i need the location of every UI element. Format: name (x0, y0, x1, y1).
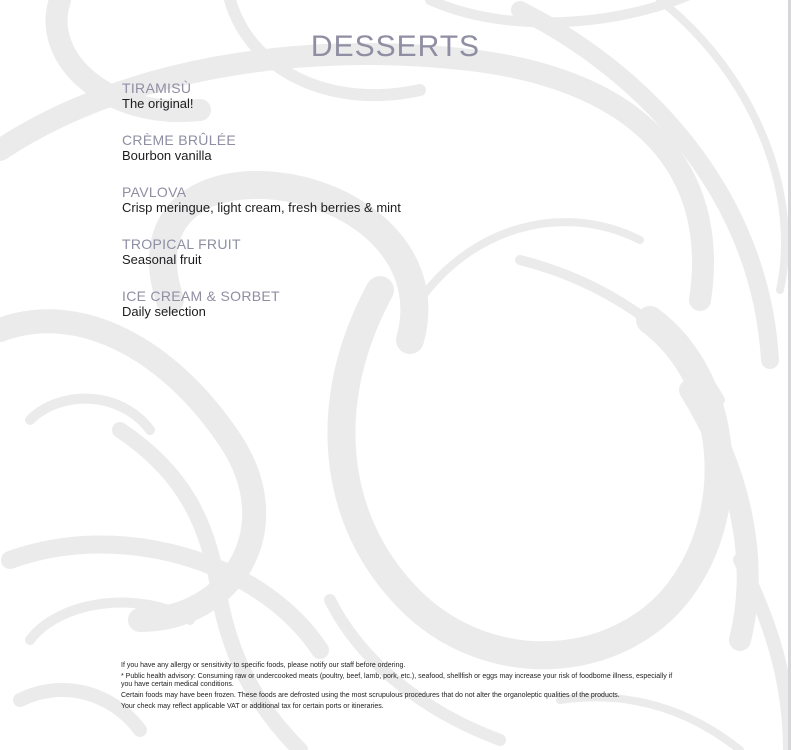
menu-item (122, 184, 682, 236)
tax-notice: Your check may reflect applicable VAT or additional tax for certain ports or itineraries. (121, 703, 384, 710)
menu-item-name: ICE CREAM & SORBET (122, 288, 280, 304)
menu-item-name: CRÈME BRÛLÉE (122, 132, 237, 148)
menu-item (122, 288, 682, 340)
dessert-list (122, 80, 682, 340)
menu-item (122, 80, 682, 132)
menu-item-description: Bourbon vanilla (122, 148, 212, 163)
menu-item-description: The original! (122, 96, 194, 111)
menu-item-name: PAVLOVA (122, 184, 187, 200)
menu-item-description: Daily selection (122, 304, 206, 319)
frozen-foods-notice: Certain foods may have been frozen. These foods are defrosted using the most scrupulous procedures that do not alter the organoleptic qualities of the products. (121, 692, 620, 699)
menu-item (122, 236, 682, 288)
menu-item-description: Seasonal fruit (122, 252, 202, 267)
menu-item-name: TIRAMISÙ (122, 80, 192, 96)
menu-item-description: Crisp meringue, light cream, fresh berries & mint (122, 200, 401, 215)
menu-item-name: TROPICAL FRUIT (122, 236, 241, 252)
health-advisory: * Public health advisory: Consuming raw or undercooked meats (poultry, beef, lamb, pork, etc.), seafood, shellfish or eggs may increase your risk of foodborne illness, especially if you have certain medical conditions. (121, 673, 673, 688)
menu-item (122, 132, 682, 184)
footer-notes (121, 662, 681, 714)
page-title: DESSERTS (310, 30, 481, 63)
allergy-notice: If you have any allergy or sensitivity to specific foods, please notify our staff before ordering. (121, 662, 406, 669)
